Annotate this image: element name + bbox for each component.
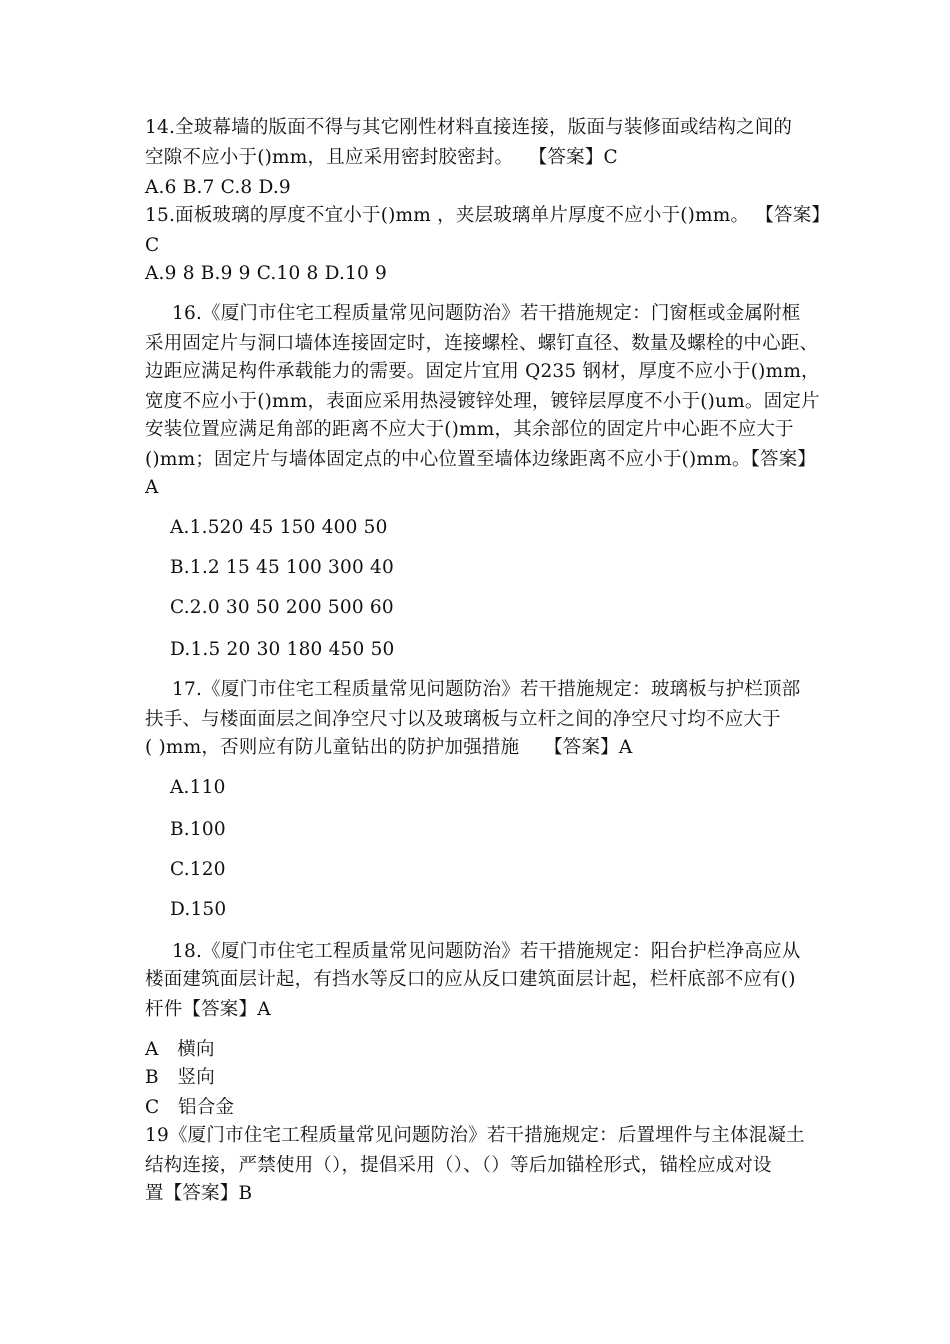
q19-line-2: 结构连接，严禁使用（），提倡采用（）、（）等后加锚栓形式，锚栓应成对设 bbox=[145, 1155, 772, 1176]
q16-line-7: A bbox=[145, 477, 159, 498]
q16-option-d: D.1.5 20 30 180 450 50 bbox=[170, 639, 395, 660]
q16-option-c: C.2.0 30 50 200 500 60 bbox=[170, 597, 394, 618]
q16-line-6: ()mm；固定片与墙体固定点的中心位置至墙体边缘距离不应小于()mm。【答案】 bbox=[145, 449, 817, 470]
q14-options: A.6 B.7 C.8 D.9 bbox=[145, 177, 291, 198]
q17-option-c: C.120 bbox=[170, 859, 226, 880]
q17-line-3: ( )mm，否则应有防儿童钻出的防护加强措施 【答案】A bbox=[145, 737, 633, 758]
q15-options: A.9 8 B.9 9 C.10 8 D.10 9 bbox=[145, 263, 388, 284]
q18-option-b: B 竖向 bbox=[145, 1067, 215, 1088]
q15-line-1: 15.面板玻璃的厚度不宜小于()mm ，夹层玻璃单片厚度不应小于()mm。 【答案】 bbox=[145, 205, 831, 226]
q14-line-2: 空隙不应小于()mm，且应采用密封胶密封。 【答案】C bbox=[145, 147, 618, 168]
q17-option-b: B.100 bbox=[170, 819, 226, 840]
q14-line-1: 14.全玻幕墙的版面不得与其它刚性材料直接连接，版面与装修面或结构之间的 bbox=[145, 117, 793, 138]
q16-option-a: A.1.520 45 150 400 50 bbox=[170, 517, 388, 538]
q16-line-4: 宽度不应小于()mm，表面应采用热浸镀锌处理，镀锌层厚度不小于()um。固定片 bbox=[145, 391, 820, 412]
q16-line-1: 16.《厦门市住宅工程质量常见问题防治》若干措施规定：门窗框或金属附框 bbox=[172, 303, 801, 324]
q17-line-1: 17.《厦门市住宅工程质量常见问题防治》若干措施规定：玻璃板与护栏顶部 bbox=[172, 679, 801, 700]
q18-line-1: 18.《厦门市住宅工程质量常见问题防治》若干措施规定：阳台护栏净高应从 bbox=[172, 941, 801, 962]
q16-line-3: 边距应满足构件承载能力的需要。固定片宜用 Q235 钢材，厚度不应小于()mm， bbox=[145, 361, 820, 382]
q18-option-a: A 横向 bbox=[145, 1039, 215, 1060]
q19-line-3: 置【答案】B bbox=[145, 1183, 253, 1204]
q19-line-1: 19《厦门市住宅工程质量常见问题防治》若干措施规定：后置埋件与主体混凝土 bbox=[145, 1125, 805, 1146]
q16-option-b: B.1.2 15 45 100 300 40 bbox=[170, 557, 394, 578]
q17-option-a: A.110 bbox=[170, 777, 226, 798]
q18-line-2: 楼面建筑面层计起，有挡水等反口的应从反口建筑面层计起，栏杆底部不应有() bbox=[145, 969, 796, 990]
q15-line-2: C bbox=[145, 235, 160, 256]
q18-option-c: C 铝合金 bbox=[145, 1097, 235, 1118]
q17-line-2: 扶手、与楼面面层之间净空尺寸以及玻璃板与立杆之间的净空尺寸均不应大于 bbox=[145, 709, 781, 730]
q18-line-3: 杆件【答案】A bbox=[145, 999, 271, 1020]
q17-option-d: D.150 bbox=[170, 899, 227, 920]
q16-line-5: 安装位置应满足角部的距离不应大于()mm，其余部位的固定片中心距不应大于 bbox=[145, 419, 794, 440]
q16-line-2: 采用固定片与洞口墙体连接固定时，连接螺栓、螺钉直径、数量及螺栓的中心距、 bbox=[145, 333, 819, 354]
